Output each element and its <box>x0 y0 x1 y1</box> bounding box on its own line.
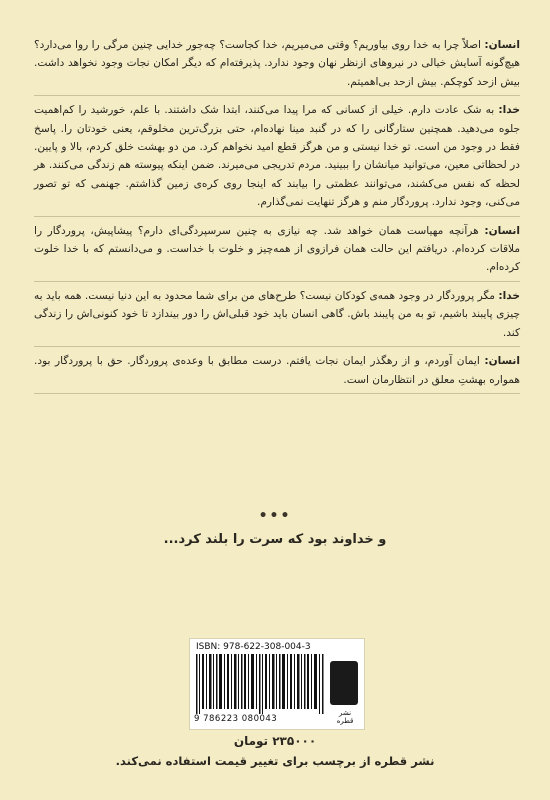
speaker-label: انسان: <box>484 224 520 237</box>
price-label: ۲۳۵۰۰۰ تومان <box>233 734 317 748</box>
paragraph-text: مگر پروردگار در وجود همه‌ی کودکان نیست؟ طرح‌های من برای شما محدود به این دنیا نیست. همه باید به چیزی پایبند باشیم، تو به من پایبند باش. گاهی انسان باید خود قبلی‌اش را دور بیندازد تا خود کنونی‌اش را زندگی کند. <box>34 289 520 339</box>
price-note: نشر قطره از برچسب برای تغییر قیمت استفاده نمی‌کند. <box>115 754 435 768</box>
dialogue-text <box>34 36 520 399</box>
paragraph-1 <box>34 36 520 96</box>
speaker-label: خدا: <box>498 289 520 302</box>
isbn-label: ISBN: 978-622-308-004-3 <box>196 642 311 652</box>
barcode-number: 9 786223 080043 <box>194 714 278 724</box>
publisher-logo-icon <box>330 661 358 705</box>
paragraph-text: ایمان آوردم، و از رهگذر ایمان نجات یافتم. درست مطابق با وعده‌ی پروردگار. حق با پروردگار بود. همواره بهشتِ معلق در انتظارمان است. <box>34 355 520 386</box>
paragraph-text: هرآنچه مهیاست همان خواهد شد. چه نیازی به چنین سرسپردگی‌ای دارم؟ پیشاپیش، پروردگار را ملاقات کرده‌ام. دریافتم این حالت همان فرازوی از همه‌چیز و خلوت با خداست. و می‌دانستم که با خدا خلوت کرده‌ام. <box>34 224 520 274</box>
paragraph-3 <box>34 222 520 282</box>
paragraph-text: به شک عادت دارم. خیلی از کسانی که مرا پیدا می‌کنند، ابتدا شک داشتند. با علم، خورشید را کم‌اهمیت جلوه می‌دهید. همچنین ستارگانی را که در گنبد مینا نهاده‌ام، حتی بزرگ‌ترین مخلوقم، یعنی خودتان را. پاسخ فقط در وجود من است. تو خدا نیستی و من هرگز قطع امید نخواهم کرد. من دو بهشت خلق کردم، بالا و پایین. در لحظاتی معین، می‌توانید میانشان را ببینید. مردم تدریجی می‌میرند. ضمن اینکه پیوسته هم زندگی می‌کنند. هر لحظه که نفس می‌کشند، می‌توانند عظمتی را بیابند که اینجا روی کره‌ی زمین گذاشتم. جهنمی که تو تصور می‌کنی، وجود ندارد. پروردگار منم و هرگز تنهایت نمی‌گذارم. <box>34 104 520 209</box>
paragraph-4 <box>34 287 520 347</box>
paragraph-text: اصلاً چرا به خدا روی بیاوریم؟ وقتی می‌میریم، خدا کجاست؟ چه‌جور خدایی چنین مرگی را روا می‌دارد؟ هیچ‌گونه آسایش خیالی در نیروهای ازنظر نهان وجود ندارد. پذیرفته‌ام که دیگر امکان نجات وجود نخواهد داشت. بیش ازحد کوچکم. بیش ازحد بی‌اهمیتم. <box>34 39 520 88</box>
paragraph-2 <box>34 101 520 216</box>
publisher-logo-text: نشر قطره <box>336 709 354 725</box>
closing-line: و خداوند بود که سرت را بلند کرد... <box>163 532 387 547</box>
speaker-label: خدا: <box>498 104 520 117</box>
speaker-label: انسان: <box>484 39 520 51</box>
barcode-icon <box>196 654 326 714</box>
speaker-label: انسان: <box>484 355 520 368</box>
paragraph-5 <box>34 352 520 394</box>
barcode-panel <box>189 638 365 730</box>
section-separator: ••• <box>258 508 292 524</box>
